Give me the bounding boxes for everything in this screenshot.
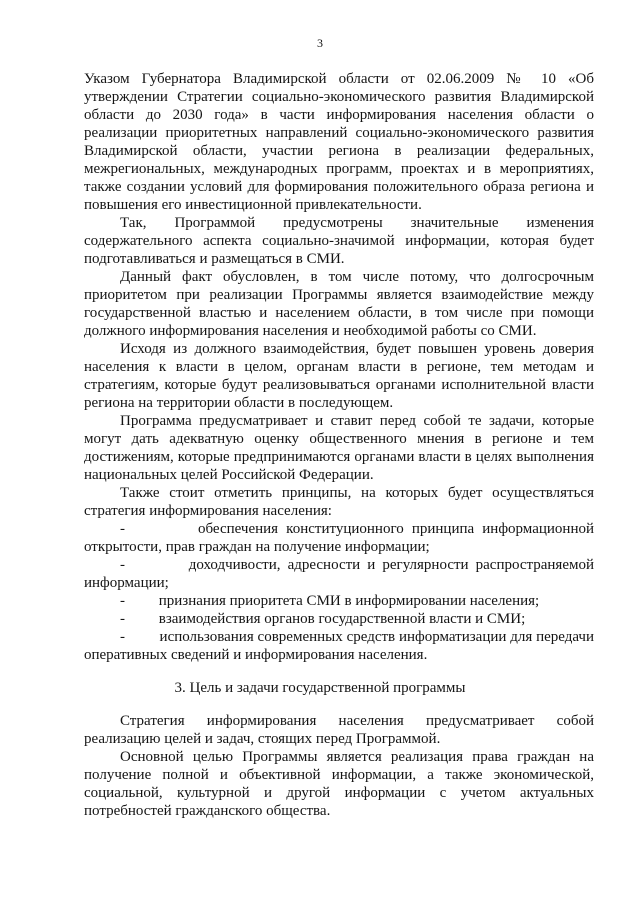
main-text — [84, 70, 594, 664]
list-item — [84, 520, 594, 556]
paragraph-continuation: Указом Губернатора Владимирской области от 02.06.2009 № 10 «Об утверждении Стратегии социально-экономического развития Владимирской области до 2030 года» в части информирования населения области о реализации приоритетных направлений социально-экономического развития Владимирской области, участии региона в реализации федеральных, межрегиональных, международных программ, проектах и в мероприятиях, также создании условий для формирования положительного образа региона и повышения его инвестиционной привлекательности. — [84, 71, 594, 213]
paragraph: Также стоит отметить принципы, на которых будет осуществляться стратегия информирования населения: — [84, 485, 594, 519]
list-item-text: взаимодействия органов государственной власти и СМИ; — [158, 611, 526, 627]
list-item-text: использования современных средств информатизации для передачи оперативных сведений и информирования населения. — [84, 629, 595, 663]
paragraph: Стратегия информирования населения предусматривает собой реализацию целей и задач, стоящих перед Программой. — [84, 713, 594, 747]
list-dash: - — [120, 611, 125, 627]
paragraph: Так, Программой предусмотрены значительные изменения содержательного аспекта социально-значимой информации, которая будет подготавливаться и размещаться в СМИ. — [84, 215, 594, 267]
paragraph: Данный факт обусловлен, в том числе потому, что долгосрочным приоритетом при реализации Программы является взаимодействие между государственной властью и населением области, в том числе при помощи должного информирования населения и необходимой работы со СМИ. — [84, 269, 594, 339]
list-item — [84, 610, 594, 628]
section-text — [84, 712, 594, 820]
list-item-text: обеспечения конституционного принципа информационной открытости, прав граждан на получение информации; — [84, 521, 594, 555]
list-dash: - — [120, 521, 125, 537]
list-item-text: признания приоритета СМИ в информировании населения; — [158, 593, 540, 609]
section-heading: 3. Цель и задачи государственной программы — [174, 680, 466, 696]
paragraph: Исходя из должного взаимодействия, будет повышен уровень доверия населения к власти в целом, органам власти в регионе, тем методам и стратегиям, которые будут реализовываться органами исполнительной власти региона на территории области в последующем. — [84, 341, 594, 411]
page-number: 3 — [317, 36, 323, 50]
list-item — [84, 628, 594, 664]
list-item — [84, 556, 594, 592]
paragraph: Программа предусматривает и ставит перед собой те задачи, которые могут дать адекватную оценку общественного мнения в регионе и тем достижениям, которые предпринимаются органами власти в целях выполнения национальных целей Российской Федерации. — [84, 413, 594, 483]
list-item-text: доходчивости, адресности и регулярности распространяемой информации; — [84, 557, 595, 591]
list-dash: - — [120, 557, 125, 573]
list-item — [84, 592, 594, 610]
list-dash: - — [120, 593, 125, 609]
list-dash: - — [120, 629, 125, 645]
paragraph: Основной целью Программы является реализация права граждан на получение полной и объективной информации, а также экономической, социальной, культурной и другой информации с учетом актуальных потребностей гражданского общества. — [84, 749, 594, 819]
